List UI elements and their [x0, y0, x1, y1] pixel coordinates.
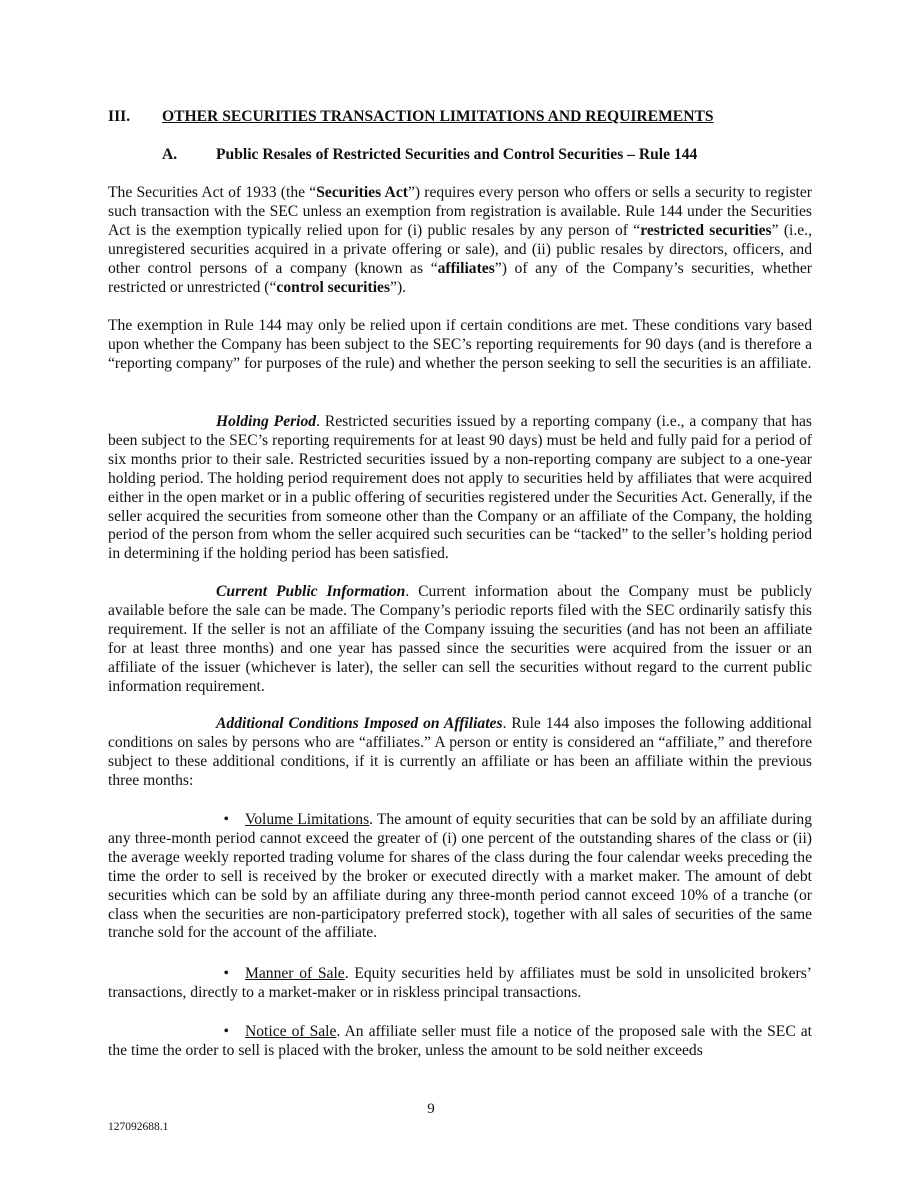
emphasized-text: control securities: [276, 278, 391, 296]
subsection-title: Public Resales of Restricted Securities and Control Securities – Rule 144: [216, 146, 698, 163]
emphasized-text: Current Public Information: [216, 583, 406, 600]
bullet-icon: •: [223, 811, 229, 828]
paragraph-text: . An affiliate seller must file a notice of the proposed sale with the SEC at the time the order to sell is placed with the broker, unless the amount to be sold neither exceeds: [108, 1023, 813, 1059]
subsection-heading: [162, 146, 697, 165]
intro-paragraph: [108, 184, 812, 297]
section-number: III.: [108, 108, 131, 125]
emphasized-text: Securities Act: [316, 184, 408, 201]
page-number: 9: [427, 1101, 435, 1117]
volume-limitations-item: [108, 811, 812, 943]
section-heading: [108, 108, 714, 127]
bullet-icon: •: [223, 965, 229, 982]
paragraph-text: . Equity securities held by affiliates must be sold in unsolicited brokers’ transactions, directly to a market-maker or in riskless principal transactions.: [108, 965, 812, 1001]
bullet-icon: •: [223, 1023, 229, 1040]
emphasized-text: Volume Limitations: [245, 811, 370, 828]
emphasized-text: Manner of Sale: [245, 965, 345, 982]
paragraph-text: . Current information about the Company must be publicly available before the sale can be made. The Company’s periodic reports filed with the SEC ordinarily satisfy this requirement. If the seller is not an affiliate of the Company issuing the securities (and has not been an affiliate for at least three months) and one year has passed since the securities were acquired from the issuer or an affiliate of the issuer (whichever is later), the seller can sell the securities without regard to the current public information requirement.: [108, 583, 813, 695]
emphasized-text: affiliates: [437, 259, 495, 277]
paragraph-text: . Restricted securities issued by a reporting company (i.e., a company that has been subject to the SEC’s reporting requirements for at least 90 days) must be held and fully paid for a period of six months prior to their sale. Restricted securities issued by a non-reporting company are subject to a one-year holding period. The holding period requirement does not apply to securities held by affiliates that were acquired either in the open market or in a public offering of securities registered under the Securities Act. Generally, if the seller acquired the securities from someone other than the Company or an affiliate of the Company, the holding period of the person from whom the seller acquired such securities can be “tacked” to the seller’s holding period in determining if the holding period has been satisfied.: [108, 413, 812, 563]
holding-period-paragraph: [108, 413, 812, 564]
paragraph-text: ”) requires every person who offers or sells a security to register such transaction with the SEC unless an exemption from registration is available. Rule 144 under the Securities Act is the exemption typically relied upon for (i) public resales by any person of “: [108, 184, 813, 239]
paragraph-text: The Securities Act of 1933 (the “: [108, 184, 317, 201]
emphasized-text: Additional Conditions Imposed on Affiliates: [216, 715, 503, 732]
affiliate-conditions-paragraph: [108, 715, 812, 791]
emphasized-text: Notice of Sale: [245, 1023, 337, 1040]
emphasized-text: Holding Period: [216, 413, 317, 430]
notice-of-sale-item: [108, 1023, 812, 1061]
paragraph-text: . The amount of equity securities that can be sold by an affiliate during any three-month period cannot exceed the greater of (i) one percent of the outstanding shares of the class or (ii) the average weekly reported trading volume for shares of the class during the four calendar weeks preceding the time the order to sell is received by the broker or executed directly with a market maker. The amount of debt securities which can be sold by an affiliate during any three-month period cannot exceed 10% of a tranche (or class when the securities are non-participatory preferred stock), together with all sales of securities of the same tranche sold for the account of the affiliate.: [108, 811, 813, 942]
current-public-information-paragraph: [108, 583, 812, 696]
paragraph-text: ”).: [390, 278, 407, 296]
paragraph-text: . Rule 144 also imposes the following additional conditions on sales by persons who are “affiliates.” A person or entity is considered an “affiliate,” and therefore subject to these additional conditions, if it is currently an affiliate or has been an affiliate within the previous three months:: [108, 715, 813, 789]
manner-of-sale-item: [108, 965, 812, 1003]
paragraph-text: ”) of any of the Company’s securities, whether restricted or unrestricted (“: [108, 259, 812, 296]
paragraph-text: The exemption in Rule 144 may only be relied upon if certain conditions are met. These conditions vary based upon whether the Company has been subject to the SEC’s reporting requirements for 90 days (and is therefore a “reporting company” for purposes of the rule) and whether the person seeking to sell the securities is an affiliate.: [108, 317, 812, 372]
subsection-number: A.: [162, 146, 178, 163]
paragraph-text: ” (i.e., unregistered securities acquired in a private offering or sale), and (ii) public resales by directors, officers, and other control persons of a company (known as “: [108, 221, 812, 277]
emphasized-text: restricted securities: [640, 221, 772, 239]
section-title: OTHER SECURITIES TRANSACTION LIMITATIONS AND REQUIREMENTS: [162, 108, 714, 125]
conditions-paragraph: [108, 317, 812, 374]
document-id: 127092688.1: [108, 1121, 169, 1133]
